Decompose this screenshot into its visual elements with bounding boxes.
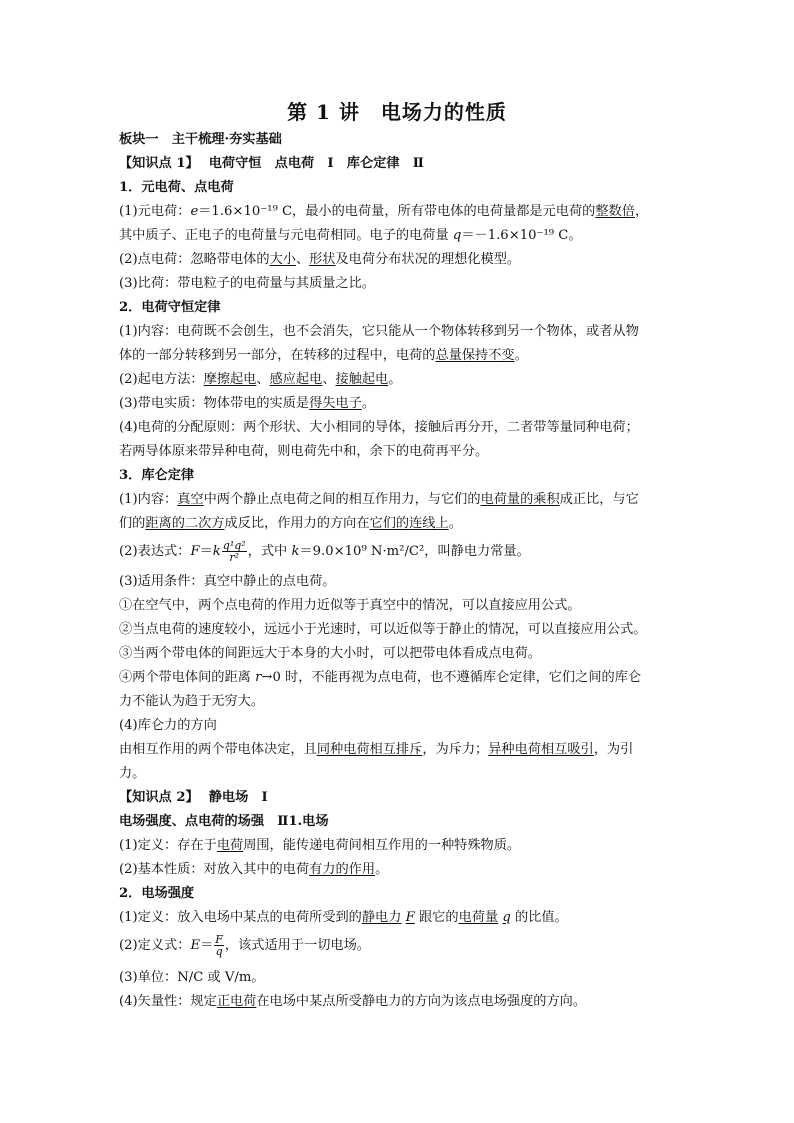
paragraph-line: (1)内容：电荷既不会创生，也不会消失，它只能从一个物体转移到另一个物体，或者从物 <box>119 324 639 339</box>
block-heading: 板块一 主干梳理·夯实基础 <box>119 132 282 147</box>
paragraph-line: (3)适用条件：真空中静止的点电荷。 <box>119 574 336 589</box>
paragraph-line: (2)基本性质：对放入其中的电荷有力的作用。 <box>119 862 389 877</box>
paragraph-line: (3)比荷：带电粒子的电荷量与其质量之比。 <box>119 276 376 291</box>
field-formula-line: (2)定义式：E＝ $\frac{F}{q}$ ，该式适用于一切电场。 <box>119 933 370 958</box>
paragraph-line: (3)单位：N/C 或 V/m。 <box>119 970 265 985</box>
paragraph-line: 力不能认为趋于无穷大。 <box>119 694 265 709</box>
kp1-label: 【知识点 1】 <box>119 156 199 171</box>
paragraph-line: (3)带电实质：物体带电的实质是得失电子。 <box>119 396 376 411</box>
paragraph-line: 们的距离的二次方成反比，作用力的方向在它们的连线上。 <box>119 516 462 531</box>
section-3-heading: 3．库仑定律 <box>119 468 195 483</box>
paragraph-line: ①在空气中，两个点电荷的作用力近似等于真空中的情况，可以直接应用公式。 <box>119 598 581 613</box>
page-title: 第 1 讲 电场力的性质 <box>287 100 507 124</box>
paragraph-line: ③当两个带电体的间距远大于本身的大小时，可以把带电体看成点电荷。 <box>119 646 541 661</box>
paragraph-line: (1)定义：存在于电荷周围，能传递电荷间相互作用的一种特殊物质。 <box>119 838 521 853</box>
paragraph-line: ④两个带电体间的距离 r→0 时，不能再视为点电荷，也不遵循库仑定律，它们之间的库仑 <box>119 670 642 685</box>
section-4-heading: 电场强度、点电荷的场强 Ⅱ1.电场 <box>119 814 329 829</box>
section-2-heading: 2．电荷守恒定律 <box>119 300 221 315</box>
section-4b-heading: 2．电场强度 <box>119 886 195 901</box>
kp1-title: 电荷守恒 点电荷 Ⅰ 库仑定律 Ⅱ <box>208 156 424 171</box>
paragraph-line: (2)点电荷：忽略带电体的大小、形状及电荷分布状况的理想化模型。 <box>119 252 521 267</box>
paragraph-line: (4)电荷的分配原则：两个形状、大小相同的导体，接触后再分开，二者带等量同种电荷； <box>119 420 639 435</box>
paragraph-line: 由相互作用的两个带电体决定，且同种电荷相互排斥，为斥力；异种电荷相互吸引，为引 <box>119 742 634 757</box>
field-fraction: $\frac{F}{q}$ <box>215 933 223 958</box>
paragraph-line: (4)矢量性：规定正电荷在电场中某点所受静电力的方向为该点电场强度的方向。 <box>119 994 587 1009</box>
paragraph-line: 体的一部分转移到另一部分，在转移的过程中，电荷的总量保持不变。 <box>119 348 528 363</box>
paragraph-line: (2)起电方法：摩擦起电、感应起电、接触起电。 <box>119 372 402 387</box>
paragraph-line: (1)定义：放入电场中某点的电荷所受到的静电力 F 跟它的电荷量 q 的比值。 <box>119 910 568 925</box>
coulomb-fraction: $\frac{\text{q¹q²}}{\text{r²}}$ <box>222 539 246 564</box>
kp2-title: 静电场 Ⅰ <box>208 790 268 805</box>
knowledge-point-1 <box>119 154 684 174</box>
paragraph-line: 若两导体原来带异种电荷，则电荷先中和，余下的电荷再平分。 <box>119 444 489 459</box>
paragraph-line: ②当点电荷的速度较小，远远小于光速时，可以近似等于静止的情况，可以直接应用公式。 <box>119 622 647 637</box>
paragraph-line: 其中质子、正电子的电荷量与元电荷相同。电子的电荷量 q＝－1.6×10⁻¹⁹ C。 <box>119 228 582 243</box>
paragraph-line: (4)库仑力的方向 <box>119 718 217 733</box>
paragraph-line: (1)内容：真空中两个静止点电荷之间的相互作用力，与它们的电荷量的乘积成正比，与它 <box>119 492 639 507</box>
knowledge-point-2 <box>119 788 684 808</box>
paragraph-line: (1)元电荷：e＝1.6×10⁻¹⁹ C，最小的电荷量，所有带电体的电荷量都是元电荷的整数倍， <box>119 204 649 219</box>
kp2-label: 【知识点 2】 <box>119 790 199 805</box>
section-1-heading: 1．元电荷、点电荷 <box>119 180 234 195</box>
paragraph-line: 力。 <box>119 766 146 781</box>
coulomb-formula-line: (2)表达式：F＝k $\frac{\text{q¹q²}}{\text{r²}}$ ，式中 k＝9.0×10⁹ N·m²/C²，叫静电力常量。 <box>119 539 530 564</box>
